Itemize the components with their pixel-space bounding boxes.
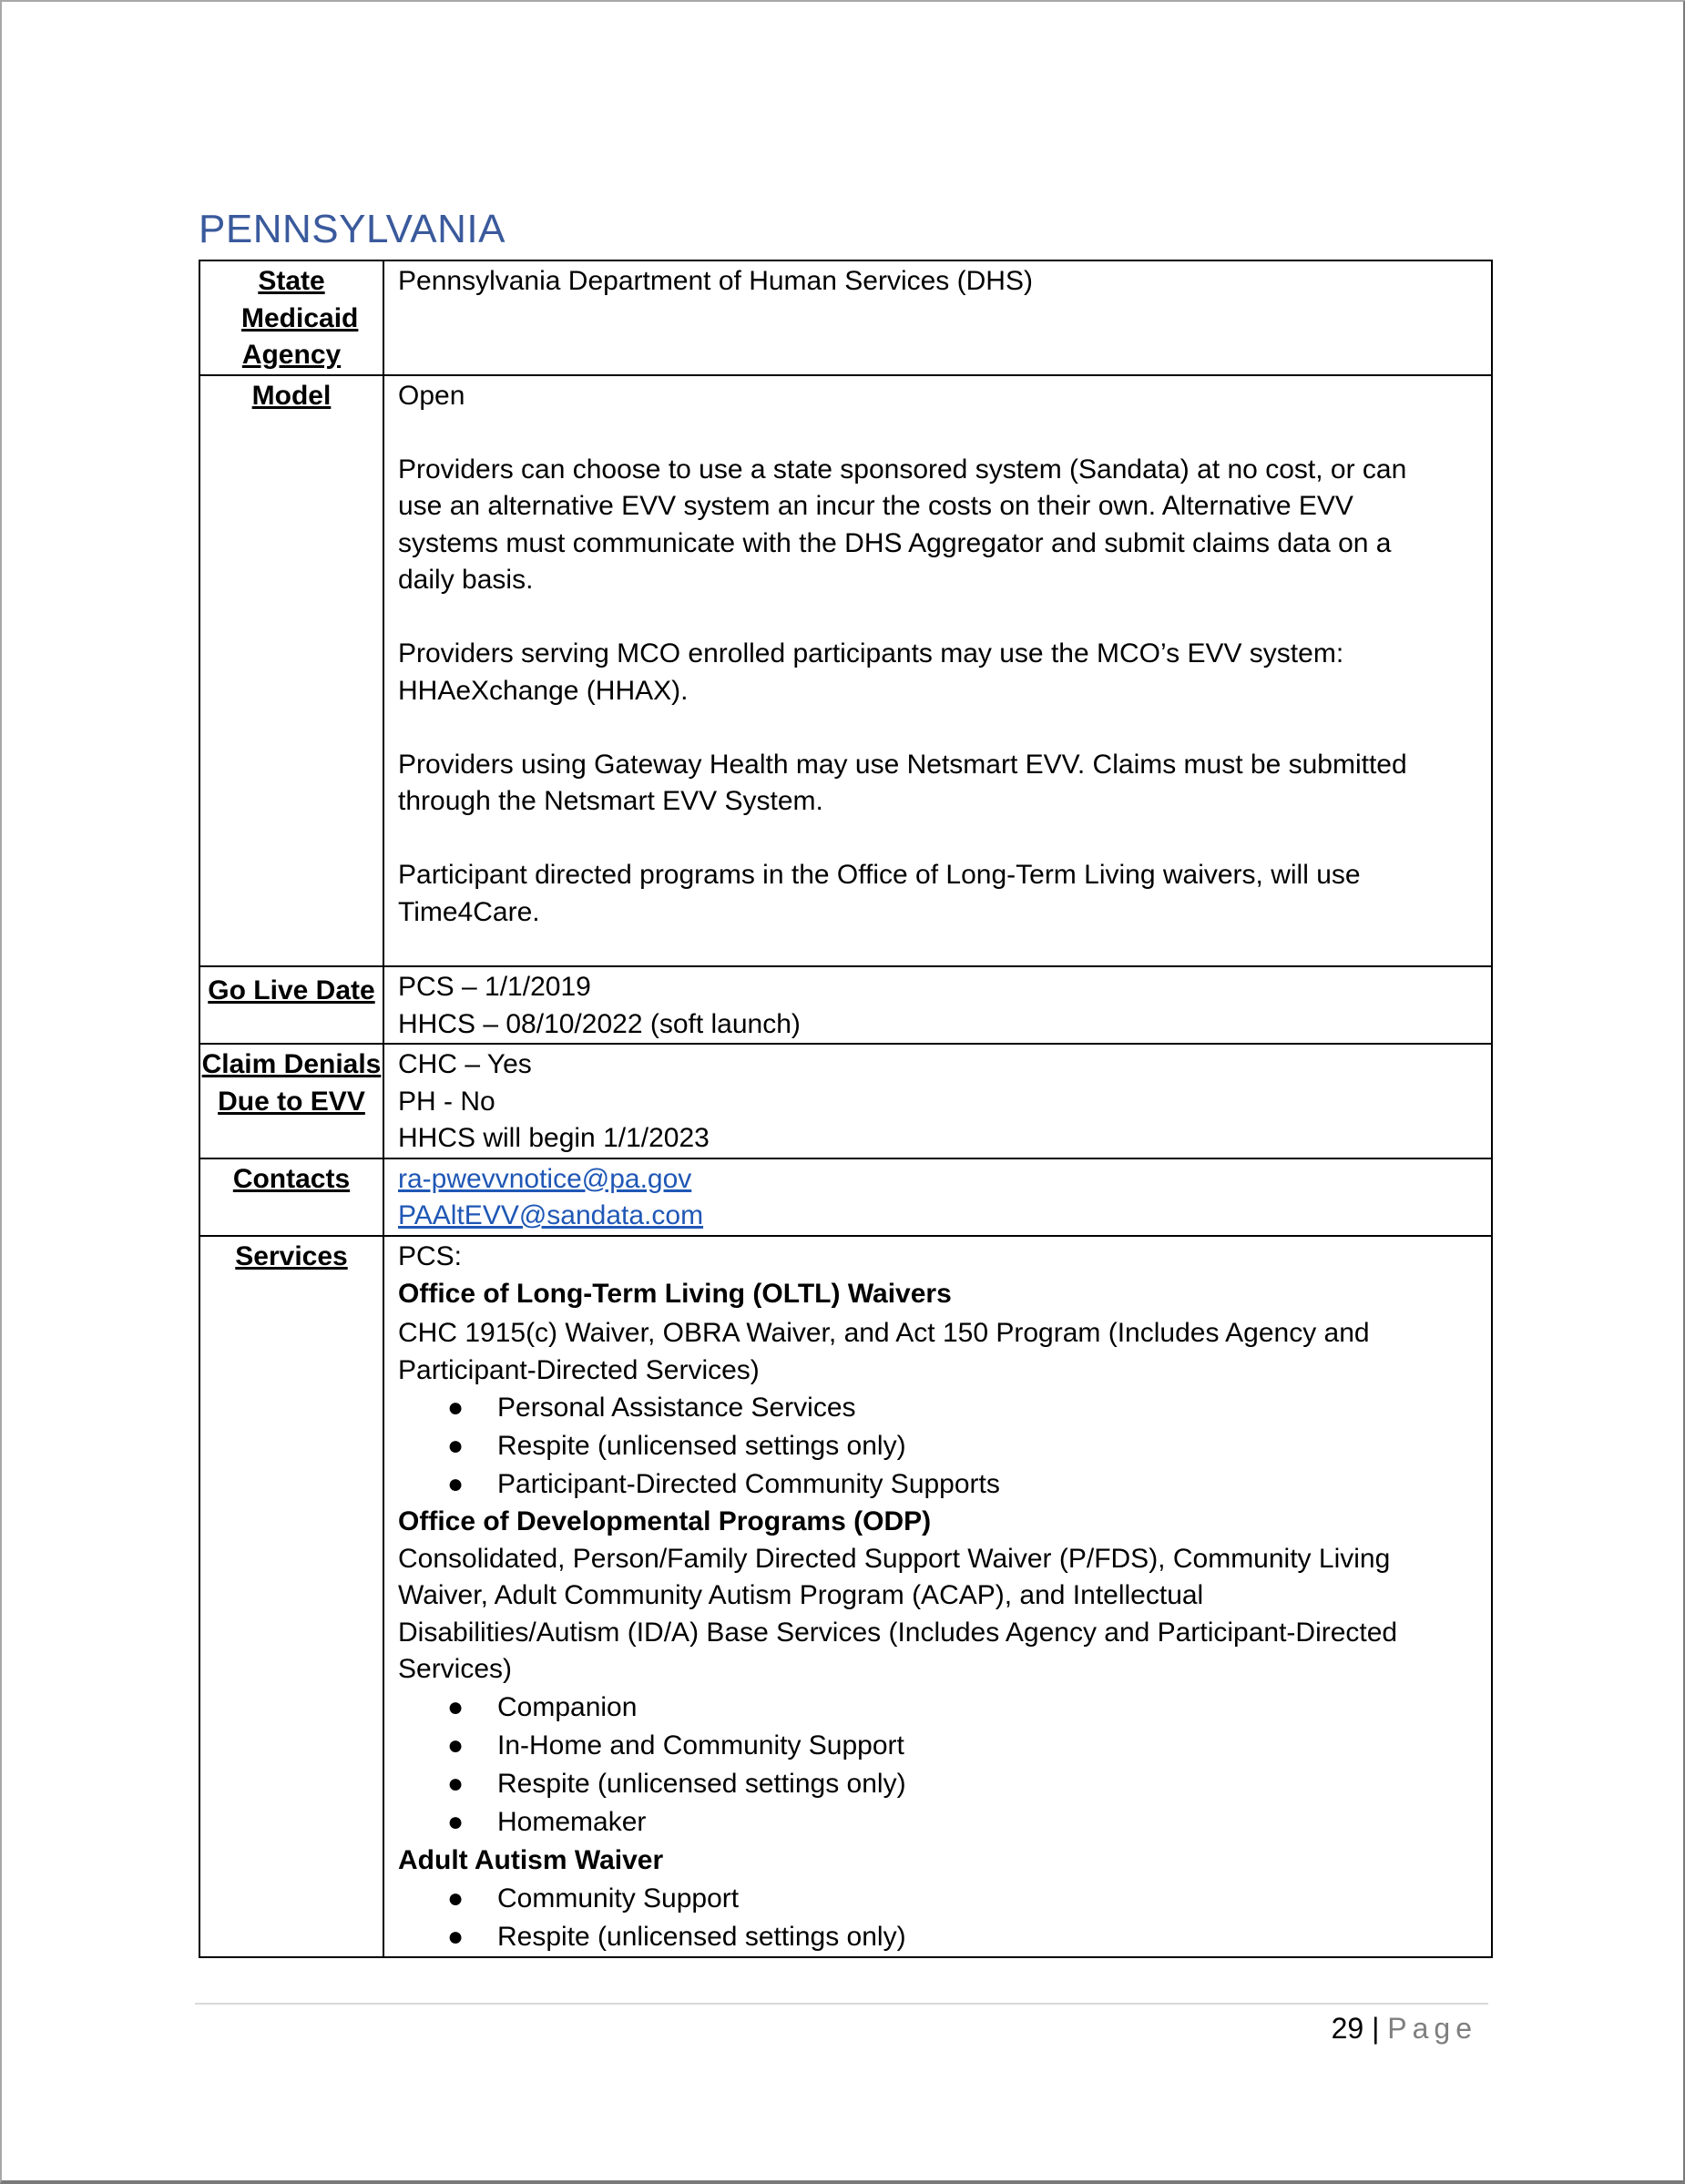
model-paragraph-sandata: Providers can choose to use a state sponsored system (Sandata) at no cost, or can use an alternative EVV system an incur the costs on their own. Alternative EVV systems must communicate with the DHS Aggregator and submit claims data on a daily basis. — [398, 454, 1407, 595]
label-text: Go Live Date — [208, 975, 375, 1005]
value-agency — [383, 260, 1492, 375]
bullet-icon: ● — [447, 1393, 465, 1423]
label-text: Contacts — [232, 1163, 351, 1194]
list-item-text: Respite (unlicensed settings only) — [497, 1921, 906, 1952]
bullet-icon: ● — [447, 1806, 465, 1837]
footer-divider — [195, 2003, 1488, 2005]
value-model — [383, 375, 1492, 967]
odp-description: Consolidated, Person/Family Directed Support Waiver (P/FDS), Community Living Waiver, Adult Community Autism Program (ACAP), and Intellectual Disabilities/Autism (ID/A) Base Services (Includes Agency and Participant-Directed Services) — [398, 1543, 1398, 1684]
label-text: Model — [251, 380, 332, 411]
aaw-heading: Adult Autism Waiver — [398, 1844, 664, 1875]
table-row-agency — [199, 260, 1492, 375]
denials-ph: PH - No — [398, 1086, 495, 1117]
list-item-text: Respite (unlicensed settings only) — [497, 1431, 906, 1461]
page-number: 29 — [1331, 2012, 1364, 2045]
contact-email-link[interactable]: ra-pwevvnotice@pa.gov — [398, 1163, 692, 1194]
list-item-text: Companion — [497, 1691, 638, 1722]
footer-separator: | — [1372, 2012, 1380, 2045]
value-go-live — [383, 966, 1492, 1044]
list-item-text: Respite (unlicensed settings only) — [497, 1768, 906, 1799]
list-item — [398, 1465, 1491, 1504]
odp-heading: Office of Developmental Programs (ODP) — [398, 1506, 932, 1536]
list-item-text: Participant-Directed Community Supports — [497, 1469, 1000, 1499]
label-state-medicaid-agency — [199, 260, 383, 375]
bullet-icon: ● — [447, 1730, 465, 1760]
page-label: Page — [1387, 2012, 1477, 2045]
services-intro: PCS: — [398, 1240, 463, 1271]
contact-email-link[interactable]: PAAltEVV@sandata.com — [398, 1200, 704, 1230]
list-item-text: Community Support — [497, 1883, 740, 1914]
bullet-icon: ● — [447, 1431, 465, 1461]
spacer — [398, 414, 1455, 452]
bullet-icon: ● — [447, 1921, 465, 1952]
table-row-contacts — [199, 1158, 1492, 1236]
spacer — [398, 709, 1455, 747]
list-item — [398, 1765, 1491, 1803]
go-live-pcs: PCS – 1/1/2019 — [398, 972, 591, 1002]
value-contacts — [383, 1158, 1492, 1236]
bullet-icon: ● — [447, 1883, 465, 1914]
list-item — [398, 1803, 1491, 1842]
list-item — [398, 1427, 1491, 1465]
label-go-live-date — [199, 966, 383, 1044]
denials-chc: CHC – Yes — [398, 1049, 532, 1079]
agency-text: Pennsylvania Department of Human Services (DHS) — [398, 266, 1033, 296]
list-item-text: Homemaker — [497, 1806, 647, 1837]
label-text: Claim Denials Due to EVV — [201, 1049, 382, 1117]
list-item — [398, 1880, 1491, 1918]
label-text: Services — [235, 1240, 348, 1271]
oltl-service-list — [398, 1389, 1491, 1504]
table-row-claim-denials — [199, 1044, 1492, 1158]
spacer — [398, 599, 1455, 637]
table-row-services — [199, 1236, 1492, 1957]
model-paragraph-mco: Providers serving MCO enrolled participants may use the MCO’s EVV system: HHAeXchange (HHAX). — [398, 638, 1344, 706]
list-item-text: Personal Assistance Services — [497, 1393, 856, 1423]
list-item — [398, 1727, 1491, 1765]
denials-hhcs: HHCS will begin 1/1/2023 — [398, 1123, 710, 1153]
oltl-heading: Office of Long-Term Living (OLTL) Waivers — [398, 1279, 952, 1309]
label-text: State Medicaid Agency — [241, 266, 359, 370]
value-services — [383, 1236, 1492, 1957]
table-row-go-live — [199, 966, 1492, 1044]
label-claim-denials — [199, 1044, 383, 1158]
model-paragraph-participant: Participant directed programs in the Office of Long-Term Living waivers, will use Time4Care. — [398, 860, 1361, 927]
list-item — [398, 1918, 1491, 1956]
section-heading: PENNSYLVANIA — [199, 207, 506, 251]
model-type: Open — [398, 380, 465, 411]
page-footer — [1184, 2009, 1477, 2047]
bullet-icon: ● — [447, 1469, 465, 1499]
label-contacts — [199, 1158, 383, 1236]
aaw-service-list — [398, 1880, 1491, 1956]
model-paragraph-gateway: Providers using Gateway Health may use Netsmart EVV. Claims must be submitted through the Netsmart EVV System. — [398, 749, 1407, 816]
value-claim-denials — [383, 1044, 1492, 1158]
list-item — [398, 1389, 1491, 1427]
state-info-table — [199, 260, 1493, 1958]
bullet-icon: ● — [447, 1768, 465, 1799]
table-row-model — [199, 375, 1492, 967]
bullet-icon: ● — [447, 1691, 465, 1722]
oltl-description: CHC 1915(c) Waiver, OBRA Waiver, and Act 150 Program (Includes Agency and Participant-Directed Services) — [398, 1318, 1370, 1385]
odp-service-list — [398, 1689, 1491, 1842]
label-services — [199, 1236, 383, 1957]
list-item — [398, 1689, 1491, 1727]
go-live-hhcs: HHCS – 08/10/2022 (soft launch) — [398, 1008, 801, 1039]
list-item-text: In-Home and Community Support — [497, 1730, 904, 1760]
label-model — [199, 375, 383, 967]
spacer — [398, 821, 1455, 858]
